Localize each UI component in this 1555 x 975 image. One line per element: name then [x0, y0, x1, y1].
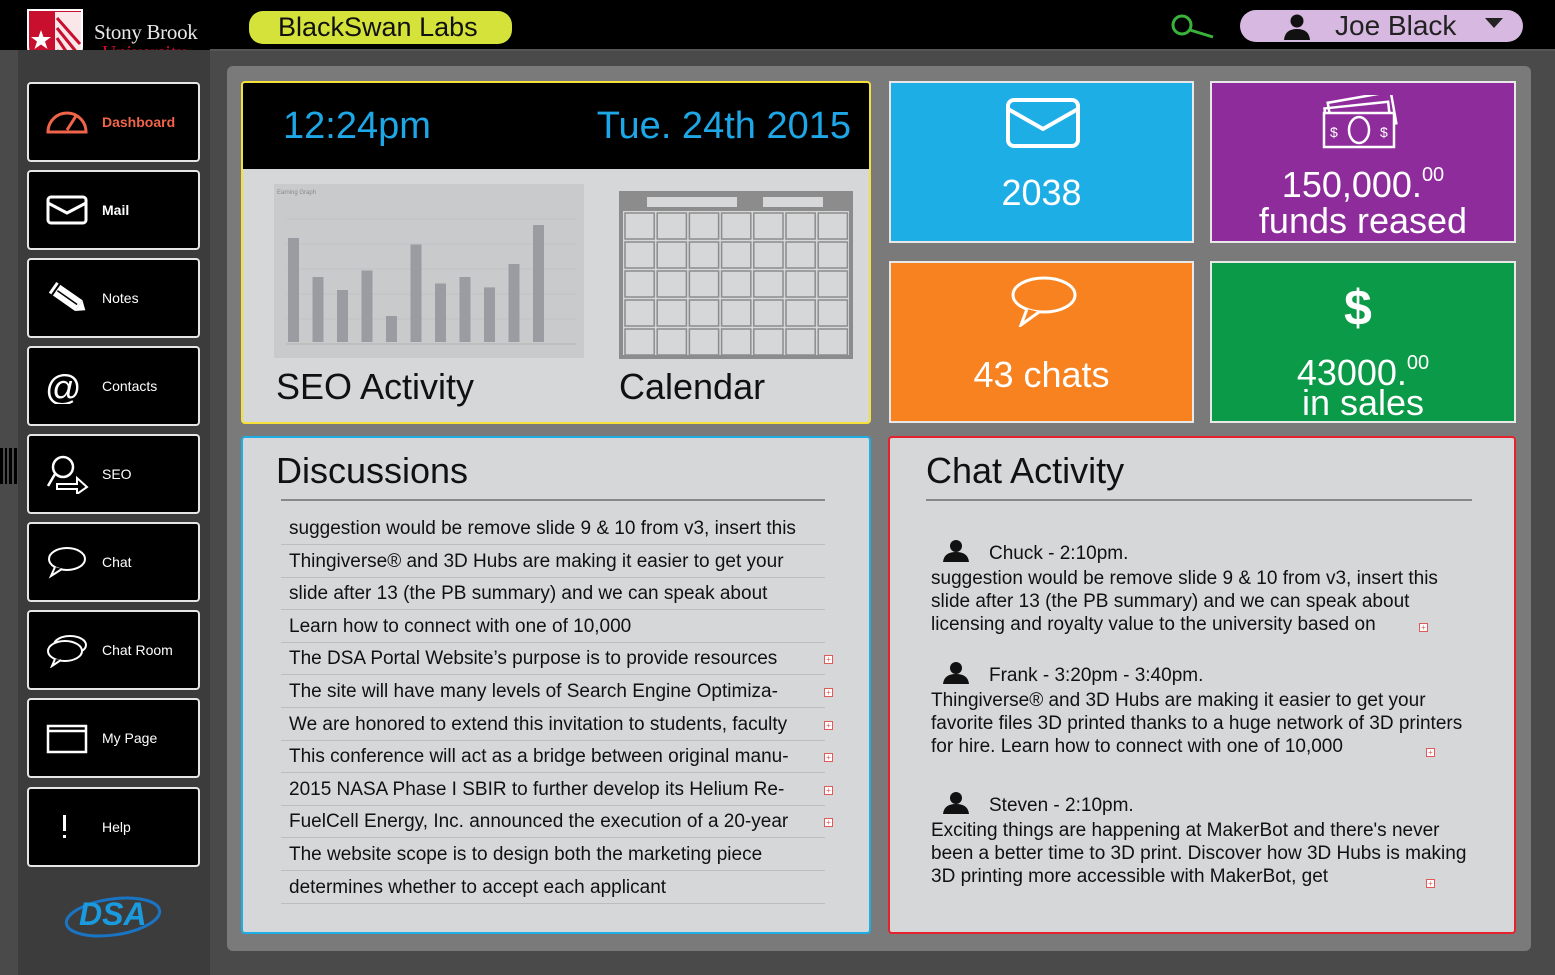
discussion-text: determines whether to accept each applicant [289, 876, 667, 898]
expand-icon[interactable]: + [824, 753, 833, 762]
brand-label[interactable]: BlackSwan Labs [249, 11, 512, 44]
pencil-icon [45, 280, 89, 316]
exclamation-icon [45, 809, 89, 845]
discussion-text: We are honored to extend this invitation to students, faculty [289, 713, 788, 735]
seo-activity-label[interactable]: SEO Activity [276, 366, 475, 407]
calendar-cell [689, 242, 718, 268]
calendar-cell [722, 329, 751, 355]
expand-icon[interactable]: + [824, 688, 833, 697]
calendar-cell [625, 271, 654, 297]
calendar-cell [657, 329, 686, 355]
current-time: 12:24pm [283, 105, 431, 147]
calendar-cell [657, 271, 686, 297]
user-icon [941, 539, 971, 563]
sidebar-item-chat-room[interactable] [27, 610, 200, 690]
speech-bubble-icon [1009, 275, 1079, 327]
dsa-logo-text: DSA [79, 896, 147, 932]
svg-text:$: $ [1380, 124, 1388, 140]
chat-message: Exciting things are happening at MakerBot and there's never been a better time to 3D print. Discover how 3D Hubs is making 3D printing more accessible with MakerBot, get [931, 820, 1467, 887]
svg-text:$: $ [1330, 124, 1338, 140]
calendar-widget[interactable] [619, 191, 853, 359]
expand-icon[interactable]: + [824, 721, 833, 730]
sales-label: in sales [1301, 382, 1425, 423]
list-item[interactable] [281, 806, 831, 838]
sidebar-item-label: Help [102, 819, 131, 835]
money-icon [1320, 95, 1402, 151]
chats-tile[interactable] [889, 261, 1194, 423]
window-icon [45, 720, 89, 756]
expand-icon[interactable]: + [824, 818, 833, 827]
sidebar-item-chat[interactable] [27, 522, 200, 602]
envelope-icon [1005, 97, 1081, 149]
svg-text:@: @ [45, 368, 82, 404]
chat-activity-title: Chat Activity [926, 450, 1125, 491]
chat-activity-divider [926, 499, 1472, 501]
user-name: Joe Black [1335, 10, 1457, 41]
chart-bar [386, 316, 397, 342]
dsa-logo [63, 885, 173, 945]
university-name-line1: Stony Brook [94, 20, 198, 44]
user-avatar-icon [1282, 13, 1312, 41]
dollar-icon [1340, 277, 1380, 333]
calendar-cell [754, 213, 783, 239]
discussions-title: Discussions [276, 450, 469, 491]
sidebar-item-label: Mail [102, 202, 130, 218]
calendar-grid [625, 213, 847, 355]
sidebar-item-dashboard[interactable] [27, 82, 200, 162]
chart-bar [288, 238, 299, 342]
calendar-cell [722, 242, 751, 268]
chat-author: Chuck - 2:10pm. [989, 543, 1129, 564]
calendar-cell [625, 242, 654, 268]
sidebar-item-label: Dashboard [102, 114, 176, 130]
expand-icon[interactable]: + [1419, 623, 1428, 632]
expand-icon[interactable]: + [824, 786, 833, 795]
chat-message: Thingiverse® and 3D Hubs are making it easier to get your favorite files 3D printed thanks to a huge network of 3D printers for hire. Learn how to connect with one of 10,000 [931, 690, 1463, 757]
discussion-text: The site will have many levels of Search Engine Optimiza- [289, 681, 778, 702]
sidebar-item-notes[interactable] [27, 258, 200, 338]
list-item[interactable] [281, 578, 825, 610]
discussion-text: Learn how to connect with one of 10,000 [289, 615, 632, 637]
sidebar-item-mail[interactable] [27, 170, 200, 250]
earning-graph-title: Earning Graph [277, 190, 317, 196]
calendar-cell [625, 213, 654, 239]
sidebar-item-label: Chat Room [102, 642, 173, 658]
sidebar-item-label: My Page [102, 730, 158, 746]
chart-bar [337, 290, 348, 342]
calendar-cell [818, 271, 847, 297]
sidebar-item-my-page[interactable] [27, 698, 200, 778]
calendar-cell [722, 213, 751, 239]
sidebar-item-label: SEO [102, 466, 132, 482]
chart-bar [411, 245, 422, 343]
calendar-cell [689, 300, 718, 326]
list-item[interactable] [281, 741, 831, 773]
chat-author: Steven - 2:10pm. [989, 795, 1134, 816]
sidebar-item-seo[interactable] [27, 434, 200, 514]
funds-label: funds reased [1258, 200, 1468, 241]
chat-bubble-icon [45, 544, 89, 580]
list-item[interactable] [281, 643, 831, 675]
calendar-cell [657, 242, 686, 268]
sidebar-item-contacts[interactable] [27, 346, 200, 426]
sidebar-item-label: Chat [102, 554, 132, 570]
discussion-text: This conference will act as a bridge between original manu- [289, 746, 789, 768]
chevron-down-icon[interactable] [1485, 18, 1503, 28]
calendar-cell [786, 213, 815, 239]
chart-bar [435, 284, 446, 343]
calendar-cell [786, 300, 815, 326]
seo-icon [45, 454, 89, 494]
chart-bar [533, 225, 544, 342]
chart-bar [313, 277, 324, 342]
calendar-cell [722, 300, 751, 326]
calendar-cell [625, 329, 654, 355]
calendar-cell [754, 329, 783, 355]
chart-bar [460, 277, 471, 342]
sidebar-item-help[interactable] [27, 787, 200, 867]
main-panel [227, 66, 1531, 951]
discussions-divider [281, 499, 825, 501]
mail-count-tile[interactable] [889, 81, 1194, 243]
expand-icon[interactable]: + [1426, 748, 1435, 757]
calendar-cell [754, 242, 783, 268]
discussion-text: slide after 13 (the PB summary) and we can speak about [289, 583, 768, 605]
chats-count: 43 chats [973, 354, 1110, 395]
list-item[interactable] [281, 709, 831, 741]
mail-count: 2038 [1001, 172, 1082, 213]
user-icon [941, 791, 971, 815]
list-item[interactable] [281, 676, 831, 708]
top-bar [0, 0, 1555, 50]
calendar-cell [689, 329, 718, 355]
search-icon[interactable] [1168, 12, 1216, 42]
top-bar-divider [210, 49, 1555, 51]
chat-activity-card [888, 436, 1516, 934]
earning-graph [274, 184, 584, 358]
calendar-cell [786, 242, 815, 268]
calendar-cell [754, 271, 783, 297]
sales-value: 43000. [1296, 352, 1407, 393]
funds-value: 150,000. [1281, 164, 1422, 205]
gauge-icon [45, 104, 89, 140]
left-edge-strip [0, 0, 18, 975]
expand-icon[interactable]: + [824, 655, 833, 664]
current-date: Tue. 24th 2015 [596, 105, 851, 147]
discussion-text: The DSA Portal Website’s purpose is to provide resources [289, 648, 778, 670]
calendar-cell [818, 300, 847, 326]
discussion-text: FuelCell Energy, Inc. announced the execution of a 20-year [289, 811, 789, 833]
sidebar [18, 50, 210, 975]
earning-graph-bars [288, 225, 544, 342]
user-menu[interactable] [1240, 10, 1523, 42]
calendar-cell [786, 329, 815, 355]
list-item[interactable] [281, 513, 825, 545]
sales-tile[interactable] [1210, 261, 1516, 423]
sidebar-item-label: Notes [102, 290, 139, 306]
barcode-icon [0, 448, 18, 484]
calendar-cell [818, 329, 847, 355]
discussions-card [241, 436, 871, 934]
list-item[interactable] [281, 611, 825, 643]
discussion-text: 2015 NASA Phase I SBIR to further develop its Helium Re- [289, 778, 785, 800]
chart-bar [484, 287, 495, 342]
mail-icon [45, 192, 89, 228]
discussion-text: suggestion would be remove slide 9 & 10 from v3, insert this [289, 518, 796, 539]
calendar-label[interactable]: Calendar [619, 366, 766, 407]
list-item[interactable] [281, 839, 825, 871]
calendar-cell [722, 271, 751, 297]
calendar-cell [689, 213, 718, 239]
sales-cents: 00 [1406, 352, 1430, 374]
clock-header [243, 83, 869, 169]
list-item[interactable] [281, 774, 831, 806]
seo-calendar-card [241, 81, 871, 424]
funds-tile[interactable] [1210, 81, 1516, 243]
calendar-cell [818, 213, 847, 239]
calendar-cell [689, 271, 718, 297]
calendar-cell [657, 213, 686, 239]
chat-room-icon [45, 632, 89, 668]
calendar-cell [625, 300, 654, 326]
funds-cents: 00 [1421, 164, 1445, 186]
chat-author: Frank - 3:20pm - 3:40pm. [989, 665, 1204, 686]
calendar-cell [786, 271, 815, 297]
chart-bar [362, 271, 373, 343]
at-icon [45, 368, 89, 404]
svg-text:$: $ [1344, 280, 1372, 333]
list-item[interactable] [281, 872, 825, 904]
seo-activity-chart[interactable] [274, 184, 584, 358]
user-icon [941, 661, 971, 685]
earning-graph-grid [286, 219, 576, 344]
chat-message: suggestion would be remove slide 9 & 10 from v3, insert this slide after 13 (the PB summary) and we can speak about licensing and royalty value to the university based on [931, 568, 1438, 635]
discussion-text: The website scope is to design both the marketing piece [289, 844, 763, 865]
calendar-cell [818, 242, 847, 268]
list-item[interactable] [281, 546, 825, 578]
discussion-text: Thingiverse® and 3D Hubs are making it easier to get your [289, 550, 784, 572]
expand-icon[interactable]: + [1426, 879, 1435, 888]
chart-bar [509, 264, 520, 342]
sidebar-item-label: Contacts [102, 378, 158, 394]
calendar-cell [754, 300, 783, 326]
calendar-cell [657, 300, 686, 326]
